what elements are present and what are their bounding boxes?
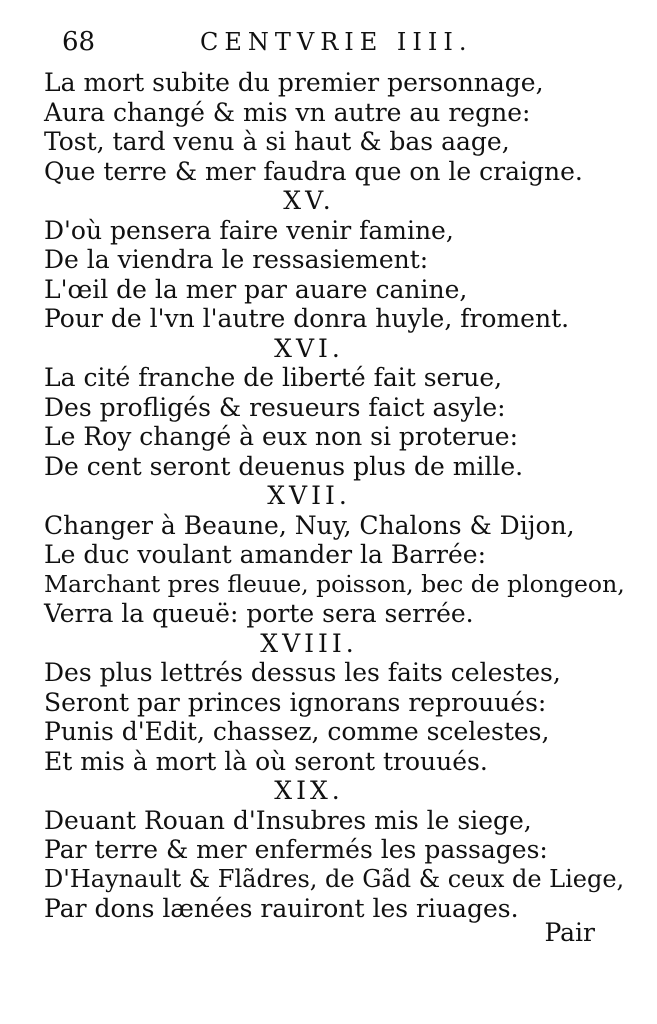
verse-line: Deuant Rouan d'Insubres mis le siege,	[44, 805, 532, 835]
verse-line: Aura changé & mis vn autre au regne:	[44, 97, 531, 127]
verse-line: Par terre & mer enfermés les passages:	[44, 835, 548, 864]
verse-line: D'où pensera faire venir famine,	[44, 215, 454, 245]
quatrain-numeral: XV.	[283, 186, 335, 215]
verse-line: L'œil de la mer par auare canine,	[44, 274, 468, 304]
running-title: CENTVRIE IIII.	[200, 28, 473, 56]
verse-line: Seront par princes ignorans reprouués:	[44, 687, 547, 717]
catchword: Pair	[544, 918, 595, 947]
verse-line: La cité franche de liberté fait serue,	[44, 363, 503, 392]
verse-line: Changer à Beaune, Nuy, Chalons & Dijon,	[44, 510, 575, 540]
verse-line: Le Roy changé à eux non si proterue:	[44, 422, 519, 451]
quatrain-numeral: XVIII.	[260, 628, 358, 658]
verse-line: D'Haynault & Flãdres, de Gãd & ceux de Liege,	[44, 864, 625, 893]
quatrain-numeral: XIX.	[274, 776, 344, 805]
quatrain-numeral: XVI.	[274, 333, 344, 363]
verse-line: La mort subite du premier personnage,	[44, 68, 544, 97]
quatrain-numeral: XVII.	[267, 481, 351, 510]
verse-line: Punis d'Edit, chassez, comme scelestes,	[44, 717, 550, 746]
page-number: 68	[62, 27, 96, 57]
verse-line: De la viendra le ressasiement:	[44, 245, 429, 274]
verse-line: Marchant pres fleuue, poisson, bec de plongeon,	[44, 569, 625, 598]
verse-text-block	[44, 68, 634, 924]
verse-line: Des profligés & resueurs faict asyle:	[44, 392, 506, 422]
verse-line: Verra la queuë: porte sera serrée.	[44, 599, 474, 628]
verse-line: Tost, tard venu à si haut & bas aage,	[44, 127, 510, 156]
verse-line: Et mis à mort là où seront trouués.	[44, 746, 488, 776]
page-header	[0, 22, 657, 62]
verse-line: Pour de l'vn l'autre donra huyle, froment.	[44, 304, 570, 333]
verse-line: Des plus lettrés dessus les faits celestes,	[44, 658, 561, 687]
verse-line: Le duc voulant amander la Barrée:	[44, 540, 487, 569]
verse-line: De cent seront deuenus plus de mille.	[44, 451, 524, 481]
verse-line: Par dons lænées rauiront les riuages.	[44, 894, 519, 923]
verse-line: Que terre & mer faudra que on le craigne.	[44, 156, 583, 186]
